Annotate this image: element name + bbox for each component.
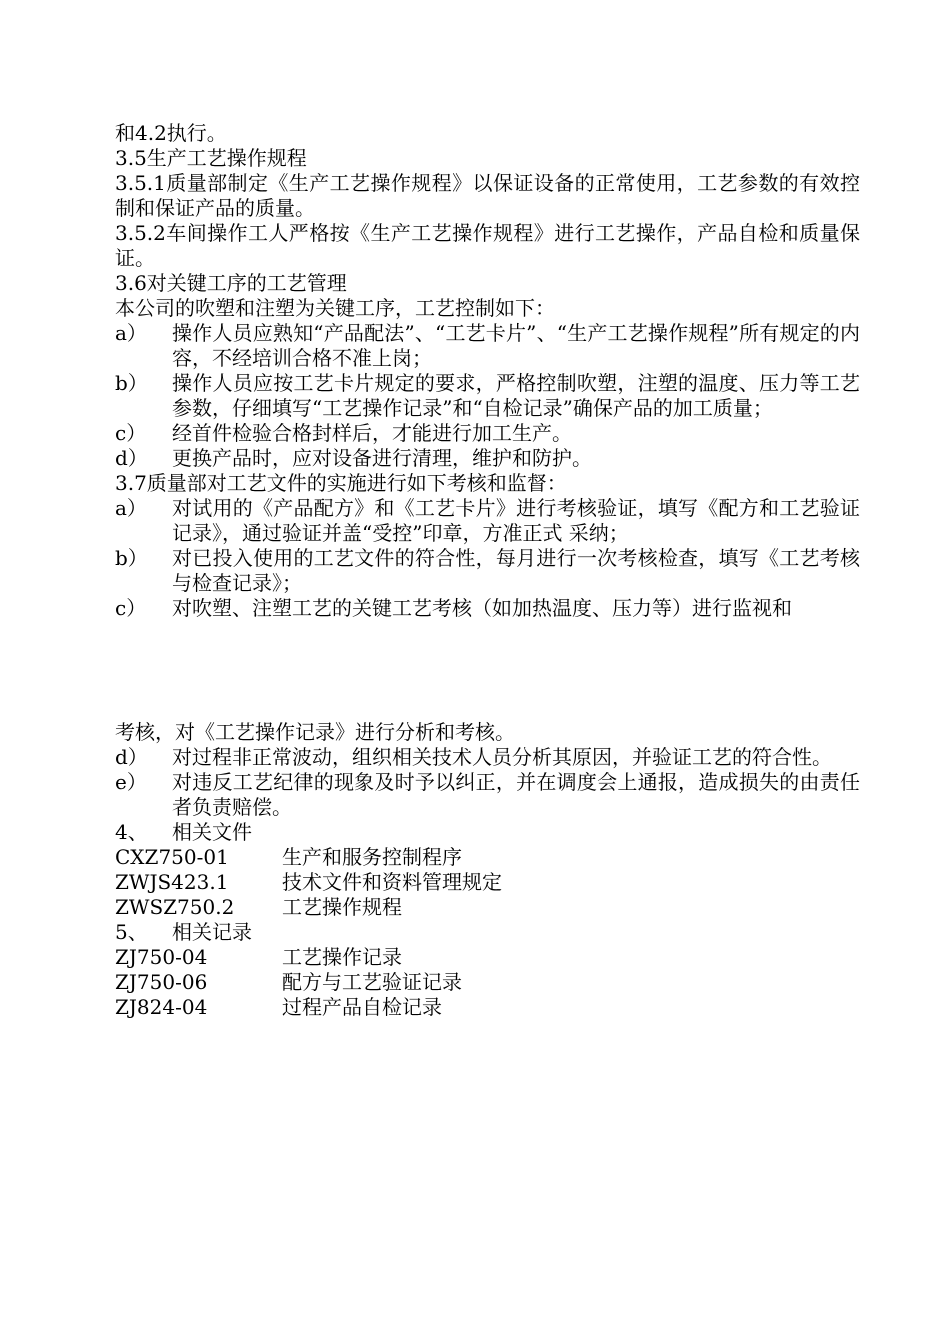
- paragraph-3-5-2: 3.5.2车间操作工人严格按《生产工艺操作规程》进行工艺操作，产品自检和质量保证。: [115, 221, 860, 270]
- paragraph-3-5-1: 3.5.1质量部制定《生产工艺操作规程》以保证设备的正常使用，工艺参数的有效控制和保证产品的质量。: [115, 171, 860, 220]
- section-heading-3-7: 3.7质量部对工艺文件的实施进行如下考核和监督：: [115, 471, 567, 495]
- list-marker: e）: [115, 770, 147, 794]
- record-code: ZJ750-04: [115, 945, 208, 969]
- list-item-text: 操作人员应熟知“产品配法”、“工艺卡片”、“生产工艺操作规程”所有规定的内容，不经培训合格不准上岗；: [172, 321, 860, 370]
- list-item-3-7-d: [115, 745, 860, 770]
- record-name: 过程产品自检记录: [282, 995, 442, 1019]
- list-marker: a）: [115, 321, 147, 345]
- list-marker: c）: [115, 421, 147, 445]
- list-item-3-6-b: [115, 371, 860, 421]
- section-intro-3-6: 本公司的吹塑和注塑为关键工序，工艺控制如下：: [115, 296, 555, 320]
- record-code: ZJ824-04: [115, 995, 208, 1019]
- document-name: 技术文件和资料管理规定: [282, 870, 502, 894]
- list-marker: d）: [115, 745, 148, 769]
- record-row: [115, 995, 860, 1020]
- text-block-upper: [115, 121, 860, 621]
- continuation-line: 和4.2执行。: [115, 121, 227, 145]
- list-marker: b）: [115, 371, 148, 395]
- reference-row: [115, 895, 860, 920]
- section-heading-3-5: 3.5生产工艺操作规程: [115, 146, 307, 170]
- list-item-3-6-c: [115, 421, 860, 446]
- list-item-3-6-a: [115, 321, 860, 371]
- document-code: CXZ750-01: [115, 845, 229, 869]
- list-item-3-7-a: [115, 496, 860, 546]
- list-marker: d）: [115, 446, 148, 470]
- list-item-text: 对试用的《产品配方》和《工艺卡片》进行考核验证，填写《配方和工艺验证记录》，通过验证并盖“受控”印章，方准正式 采纳；: [172, 496, 860, 545]
- list-item-3-7-c: [115, 596, 860, 621]
- section-title: 相关文件: [172, 820, 252, 844]
- section-heading-5: [115, 920, 860, 945]
- record-name: 配方与工艺验证记录: [282, 970, 462, 994]
- section-number: 4、: [115, 820, 148, 844]
- list-item-3-7-e: [115, 770, 860, 820]
- document-name: 生产和服务控制程序: [282, 845, 462, 869]
- reference-row: [115, 845, 860, 870]
- list-marker: b）: [115, 546, 148, 570]
- record-row: [115, 945, 860, 970]
- record-name: 工艺操作记录: [282, 945, 402, 969]
- record-row: [115, 970, 860, 995]
- section-heading-3-6: 3.6对关键工序的工艺管理: [115, 271, 347, 295]
- list-item-text: 经首件检验合格封样后，才能进行加工生产。: [172, 421, 572, 445]
- document-name: 工艺操作规程: [282, 895, 402, 919]
- record-code: ZJ750-06: [115, 970, 208, 994]
- document-code: ZWJS423.1: [115, 870, 229, 894]
- list-item-text: 对吹塑、注塑工艺的关键工艺考核（如加热温度、压力等）进行监视和: [172, 596, 792, 620]
- list-marker: c）: [115, 596, 147, 620]
- reference-row: [115, 870, 860, 895]
- continuation-line: 考核，对《工艺操作记录》进行分析和考核。: [115, 720, 515, 744]
- section-heading-4: [115, 820, 860, 845]
- list-item-3-6-d: [115, 446, 860, 471]
- list-item-text: 对违反工艺纪律的现象及时予以纠正，并在调度会上通报，造成损失的由责任者负责赔偿。: [172, 770, 860, 819]
- list-item-text: 对已投入使用的工艺文件的符合性，每月进行一次考核检查，填写《工艺考核与检查记录》；: [172, 546, 860, 595]
- list-marker: a）: [115, 496, 147, 520]
- text-block-lower: [115, 720, 860, 1020]
- document-code: ZWSZ750.2: [115, 895, 235, 919]
- list-item-text: 更换产品时，应对设备进行清理，维护和防护。: [172, 446, 592, 470]
- list-item-3-7-b: [115, 546, 860, 596]
- section-title: 相关记录: [172, 920, 252, 944]
- section-number: 5、: [115, 920, 148, 944]
- list-item-text: 对过程非正常波动，组织相关技术人员分析其原因，并验证工艺的符合性。: [172, 745, 832, 769]
- list-item-text: 操作人员应按工艺卡片规定的要求，严格控制吹塑，注塑的温度、压力等工艺参数，仔细填写“工艺操作记录”和“自检记录”确保产品的加工质量；: [172, 371, 860, 420]
